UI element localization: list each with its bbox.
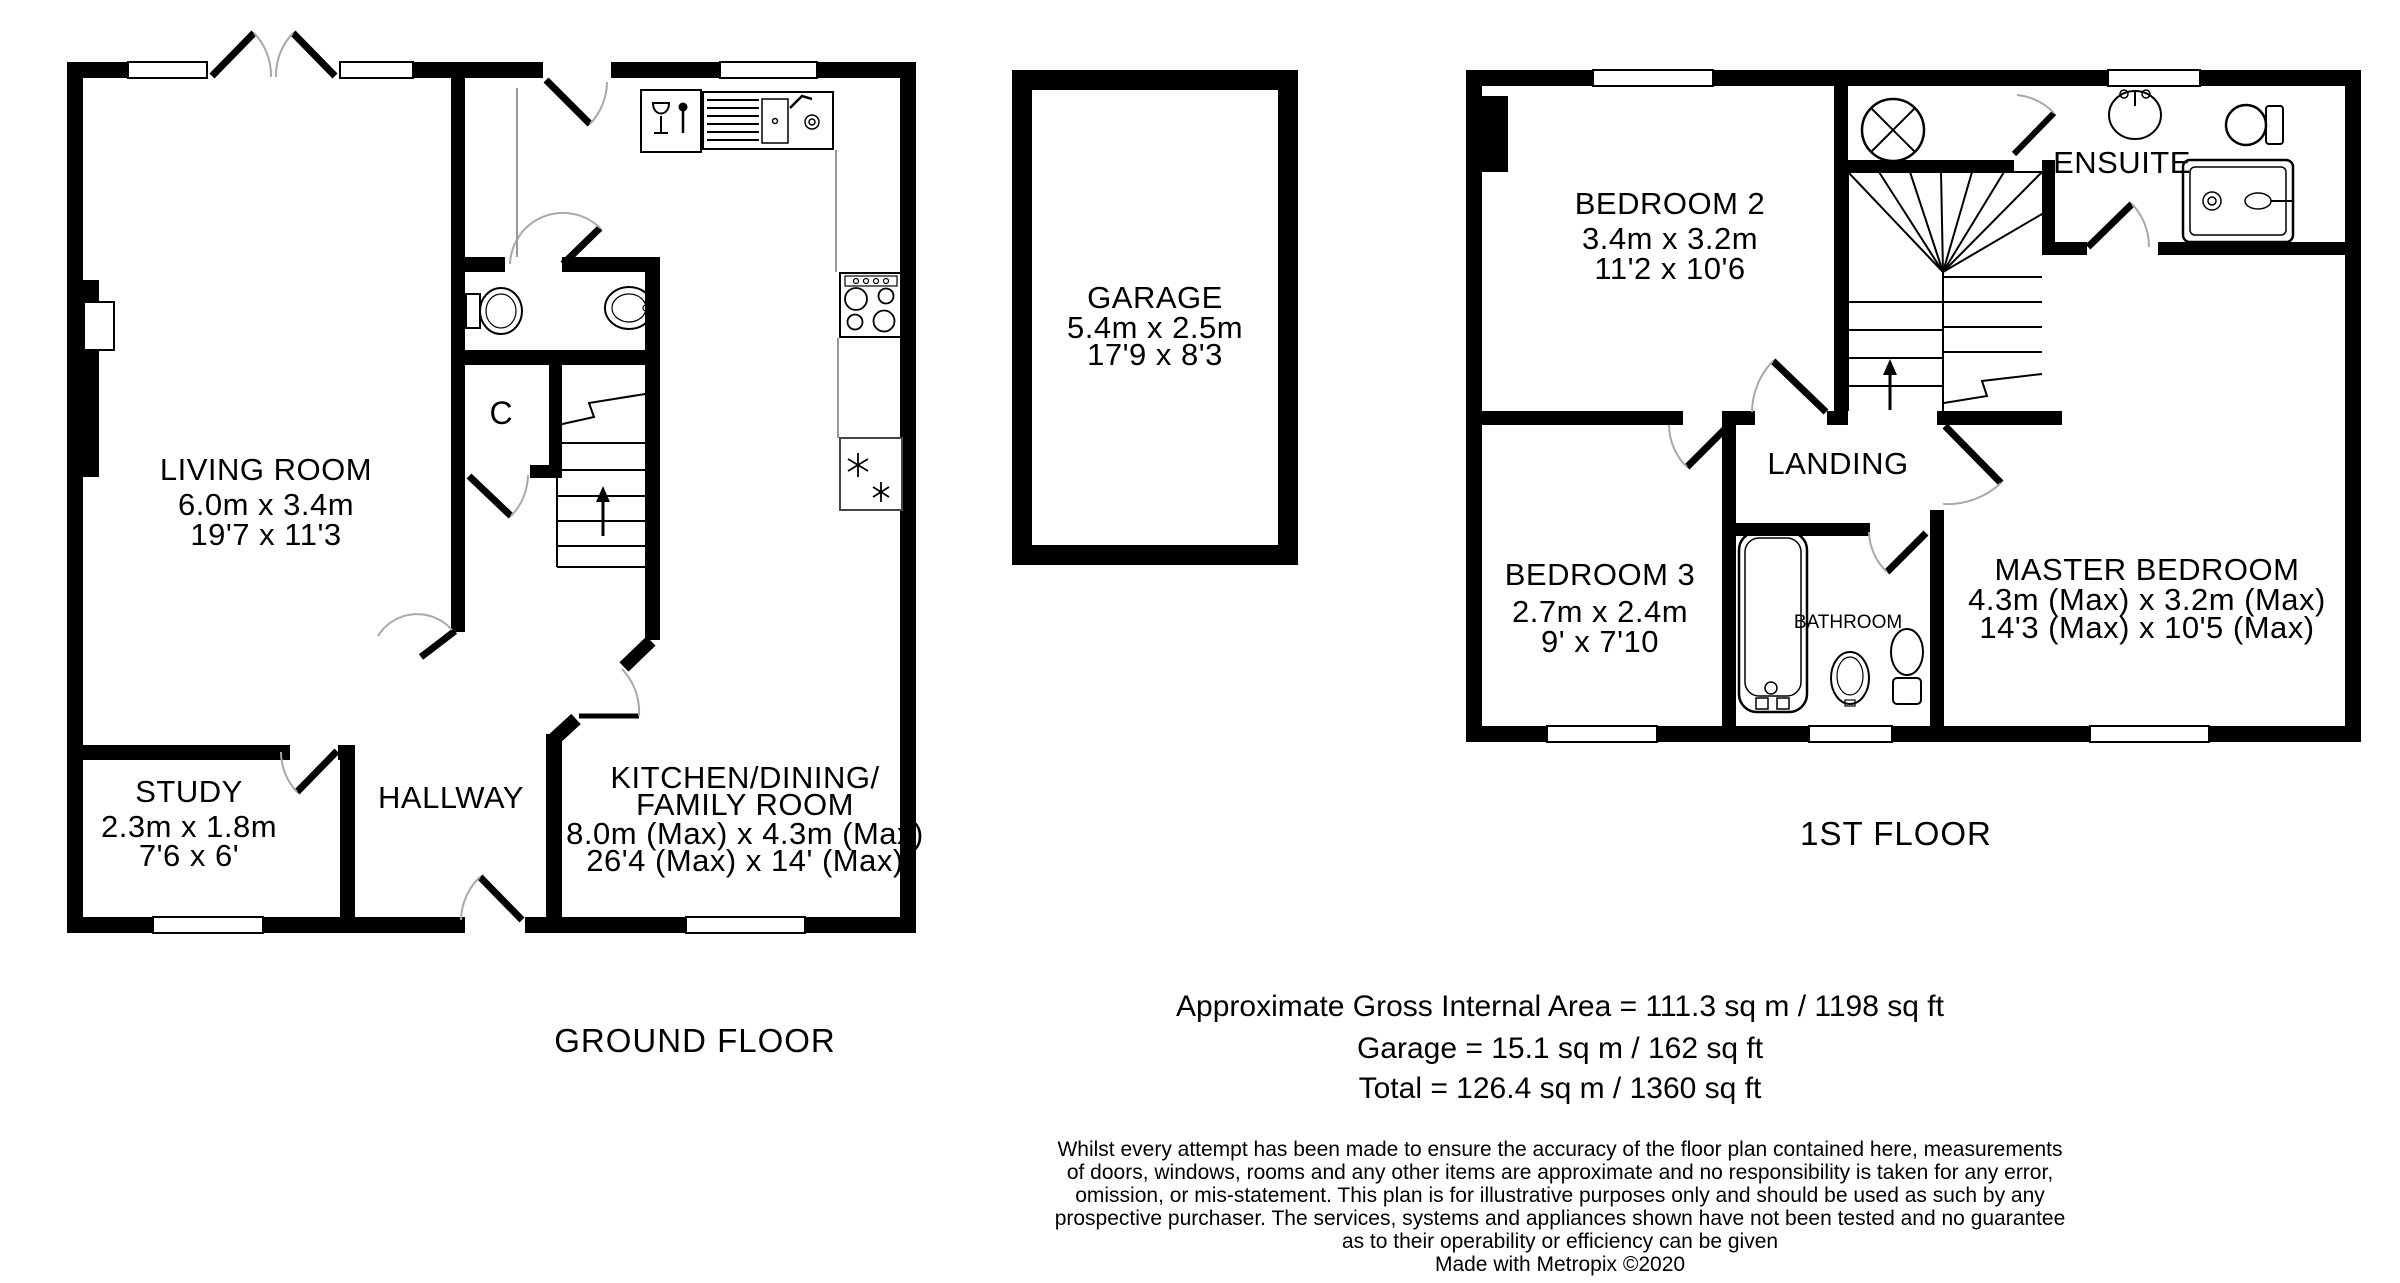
wall-stub	[624, 641, 651, 667]
garage-metric: 5.4m x 2.5m	[1066, 310, 1244, 345]
hob-icon	[840, 273, 902, 337]
wall-segment	[1713, 70, 2108, 86]
wall-segment	[67, 745, 290, 760]
ground-floor-caption: GROUND FLOOR	[554, 1022, 836, 1059]
door-swing-arc	[276, 33, 293, 77]
kitchen-label-1: KITCHEN/DINING/	[610, 760, 880, 795]
wall-segment	[1466, 726, 1547, 742]
door-leaf	[1773, 361, 1826, 412]
bedroom3-label: BEDROOM 3	[1504, 557, 1696, 592]
first-floor-plan	[1466, 70, 2361, 742]
hallway-label: HALLWAY	[378, 780, 524, 815]
toilet-icon	[2226, 105, 2283, 145]
stairs-up-icon	[557, 394, 645, 567]
door-leaf	[1887, 533, 1926, 572]
window-marker	[686, 917, 805, 933]
master-bedroom-metric: 4.3m (Max) x 3.2m (Max)	[1968, 582, 2326, 617]
garage-plan	[1022, 80, 1288, 555]
wall-segment	[2345, 70, 2361, 742]
wall-segment	[1466, 70, 1593, 86]
door-leaf	[421, 631, 455, 657]
wall-segment	[340, 745, 355, 933]
bedroom3-imperial: 9' x 7'10	[1540, 624, 1660, 659]
wall-segment	[1466, 70, 1482, 742]
study-label: STUDY	[135, 774, 243, 809]
disclaimer-line: Whilst every attempt has been made to ensure the accuracy of the floor plan contained here, measurements	[1057, 1138, 2063, 1161]
disclaimer-line: as to their operability or efficiency can be given	[1341, 1230, 1779, 1253]
shower-icon	[2183, 160, 2293, 242]
bedroom2-label: BEDROOM 2	[1574, 186, 1766, 221]
toilet-icon	[466, 288, 522, 334]
kitchen-metric: 8.0m (Max) x 4.3m (Max)	[566, 816, 924, 851]
door-swing-arc	[2017, 95, 2054, 113]
door-leaf	[1687, 426, 1728, 467]
cupboard-label: C	[489, 395, 513, 431]
window-marker	[2108, 70, 2200, 86]
wall-segment	[67, 62, 83, 933]
summary-total: Total = 126.4 sq m / 1360 sq ft	[1358, 1072, 1762, 1105]
window-marker	[1809, 726, 1892, 742]
window-marker	[720, 62, 817, 78]
garage-imperial: 17'9 x 8'3	[1087, 337, 1223, 372]
wall-segment	[1827, 411, 1848, 425]
wall-segment	[1466, 411, 1683, 425]
bedroom2-metric: 3.4m x 3.2m	[1581, 221, 1759, 256]
door-swing-arc	[378, 614, 452, 636]
door-leaf	[2088, 204, 2132, 247]
door-leaf	[297, 751, 337, 792]
door-swing-arc	[1669, 425, 1687, 467]
wall-segment	[1834, 160, 2014, 172]
landing-label: LANDING	[1767, 446, 1909, 481]
kitchen-label-2: FAMILY ROOM	[636, 787, 854, 822]
window-marker	[2090, 726, 2209, 742]
bedroom2-imperial: 11'2 x 10'6	[1594, 251, 1746, 286]
stair-arrow-head	[1883, 359, 1897, 375]
door-swing-arc	[461, 877, 480, 920]
study-metric: 2.3m x 1.8m	[100, 809, 278, 844]
wall-segment	[1722, 411, 1736, 742]
door-swing-arc	[511, 475, 528, 516]
wall-segment	[1930, 510, 1944, 742]
window-marker	[340, 62, 413, 78]
wall-segment	[1892, 726, 2090, 742]
window-marker	[1547, 726, 1657, 742]
living-room-metric: 6.0m x 3.4m	[177, 487, 355, 522]
wall-segment	[2200, 70, 2361, 86]
sink-icon	[605, 287, 653, 329]
wall-segment	[1937, 411, 2062, 425]
living-room-label: LIVING ROOM	[159, 452, 373, 487]
wall-segment	[546, 734, 562, 917]
bathroom-label: BATHROOM	[1793, 612, 1903, 633]
toilet-icon	[1891, 629, 1923, 704]
first-floor-labels	[1505, 145, 2326, 659]
wall-segment	[1834, 78, 1848, 418]
sink-icon	[2109, 90, 2161, 139]
door-leaf	[469, 476, 511, 516]
study-imperial: 7'6 x 6'	[138, 838, 240, 873]
wall-segment	[549, 350, 562, 478]
bedroom3-metric: 2.7m x 2.4m	[1511, 594, 1689, 629]
garage-label: GARAGE	[1087, 280, 1223, 315]
disclaimer-line: of doors, windows, rooms and any other items are approximate and no responsibility is taken for any error,	[1066, 1161, 2054, 1184]
wall-segment	[2158, 242, 2353, 255]
stair-break-line	[558, 394, 645, 425]
window-marker	[128, 62, 207, 78]
door-swing-arc	[2132, 204, 2149, 247]
sink-icon	[1831, 652, 1869, 706]
stair-break-line	[1944, 374, 2042, 403]
summary-gross: Approximate Gross Internal Area = 111.3 sq m / 1198 sq ft	[1176, 990, 1944, 1023]
summary-garage: Garage = 15.1 sq m / 162 sq ft	[1356, 1032, 1764, 1065]
door-leaf	[293, 33, 335, 76]
wall-segment	[2042, 242, 2087, 255]
door-leaf	[212, 33, 254, 76]
wall-segment	[2209, 726, 2361, 742]
door-swing-arc	[254, 33, 271, 77]
stairs-up-icon	[1848, 172, 2042, 411]
first-floor-caption: 1ST FLOOR	[1800, 815, 1992, 852]
window-marker	[153, 917, 263, 933]
master-bedroom-label: MASTER BEDROOM	[1994, 552, 2300, 587]
metropix-credit: Made with Metropix ©2020	[1434, 1253, 1686, 1276]
kitchen-imperial: 26'4 (Max) x 14' (Max)	[586, 843, 904, 878]
fireplace-recess	[84, 302, 114, 350]
living-room-imperial: 19'7 x 11'3	[190, 517, 342, 552]
door-swing-arc	[590, 82, 607, 124]
ground-floor-labels	[101, 395, 924, 878]
door-swing-arc	[622, 669, 639, 716]
door-swing-arc	[1943, 483, 2001, 504]
door-leaf	[480, 877, 522, 920]
disclaimer-line: omission, or mis-statement. This plan is for illustrative purposes only and should be used as such by any	[1075, 1184, 2045, 1207]
fan-icon	[1862, 99, 1924, 161]
wall-segment	[67, 917, 465, 933]
door-leaf	[2014, 113, 2054, 154]
wall-chamfer	[551, 719, 576, 742]
door-leaf	[1945, 426, 2001, 483]
disclaimer-line: prospective purchaser. The services, systems and appliances shown have not been tested and no guarantee	[1054, 1207, 2066, 1230]
fridge-icon	[840, 438, 902, 510]
summary-text	[1176, 990, 1945, 1105]
door-swing-arc	[1869, 532, 1887, 572]
wall-segment	[458, 257, 505, 272]
ensuite-label: ENSUITE	[2053, 145, 2191, 180]
dishwasher-icon	[641, 90, 701, 152]
master-bedroom-imperial: 14'3 (Max) x 10'5 (Max)	[1979, 610, 2315, 645]
door-swing-arc	[1752, 361, 1773, 412]
ground-floor-plan	[67, 33, 924, 933]
door-leaf	[546, 80, 590, 124]
kitchen-sink-icon	[703, 92, 833, 149]
stair-arrow-head	[596, 486, 610, 502]
chimney-breast	[1482, 96, 1508, 172]
disclaimer-text	[1055, 1138, 2066, 1276]
window-marker	[1593, 70, 1713, 86]
